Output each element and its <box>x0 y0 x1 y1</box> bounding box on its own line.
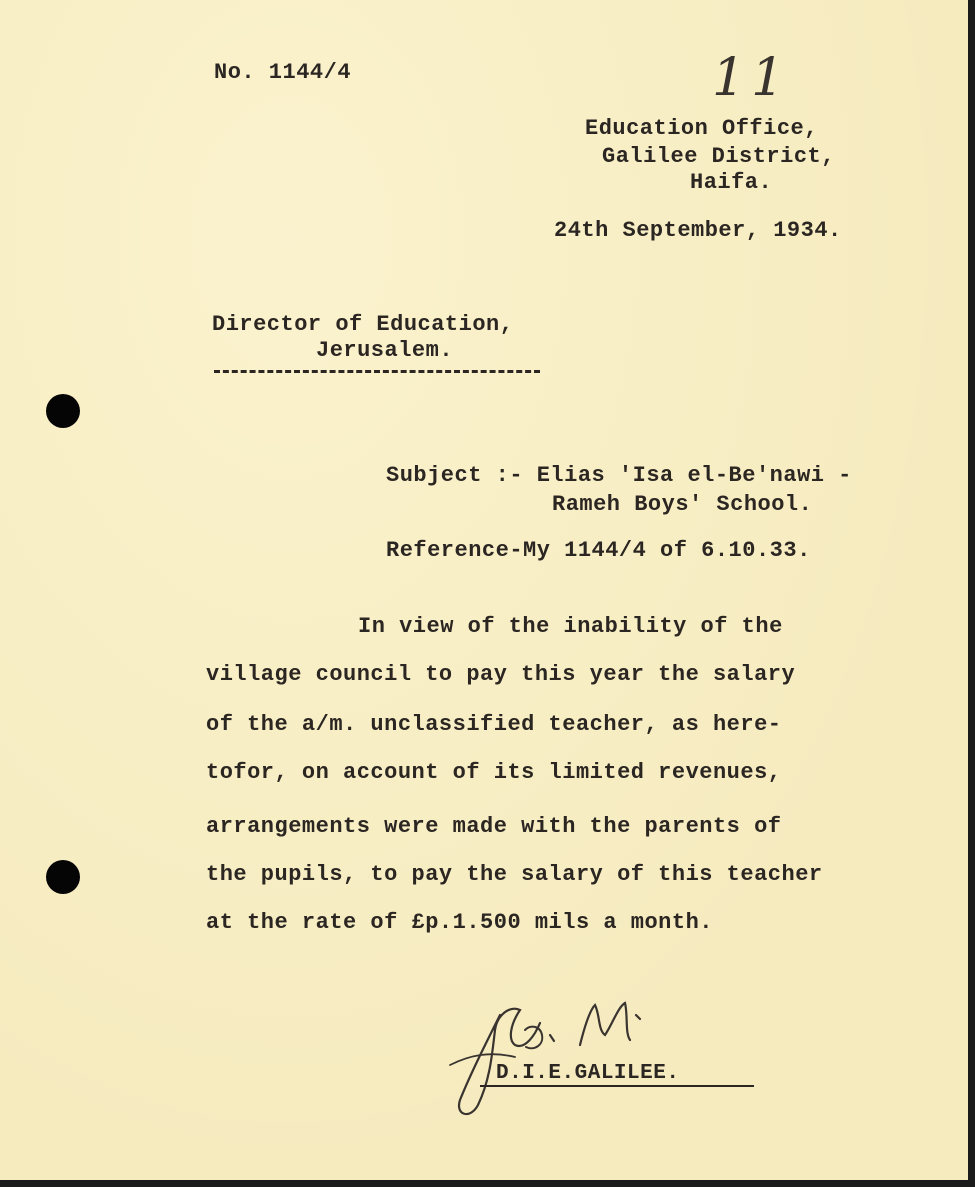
addressee-line-1: Director of Education, <box>212 312 514 337</box>
sender-line-1: Education Office, <box>585 116 818 141</box>
signature-title: D.I.E.GALILEE. <box>496 1062 680 1085</box>
sender-line-2: Galilee District, <box>602 144 835 169</box>
signature-underline <box>480 1085 754 1087</box>
letter-date: 24th September, 1934. <box>554 218 842 243</box>
body-line: the pupils, to pay the salary of this teacher <box>206 862 823 887</box>
body-line: In view of the inability of the <box>358 614 783 639</box>
subject-line-1: Subject :- Elias 'Isa el-Be'nawi - <box>386 463 852 488</box>
punch-hole-bottom <box>46 860 80 894</box>
body-line: of the a/m. unclassified teacher, as here- <box>206 712 782 737</box>
body-line: village council to pay this year the salary <box>206 662 796 687</box>
reference-line: Reference-My 1144/4 of 6.10.33. <box>386 538 811 563</box>
sender-line-3: Haifa. <box>690 170 773 195</box>
file-number: No. 1144/4 <box>214 60 352 85</box>
subject-line-2: Rameh Boys' School. <box>552 492 813 517</box>
addressee-line-2: Jerusalem. <box>316 338 454 363</box>
body-line: at the rate of £p.1.500 mils a month. <box>206 910 713 935</box>
punch-hole-top <box>46 394 80 428</box>
handwritten-page-mark: 11 <box>712 48 791 108</box>
handwritten-signature <box>430 985 710 1125</box>
body-line: tofor, on account of its limited revenues, <box>206 760 782 785</box>
body-line: arrangements were made with the parents of <box>206 814 782 839</box>
addressee-underline <box>214 370 540 373</box>
